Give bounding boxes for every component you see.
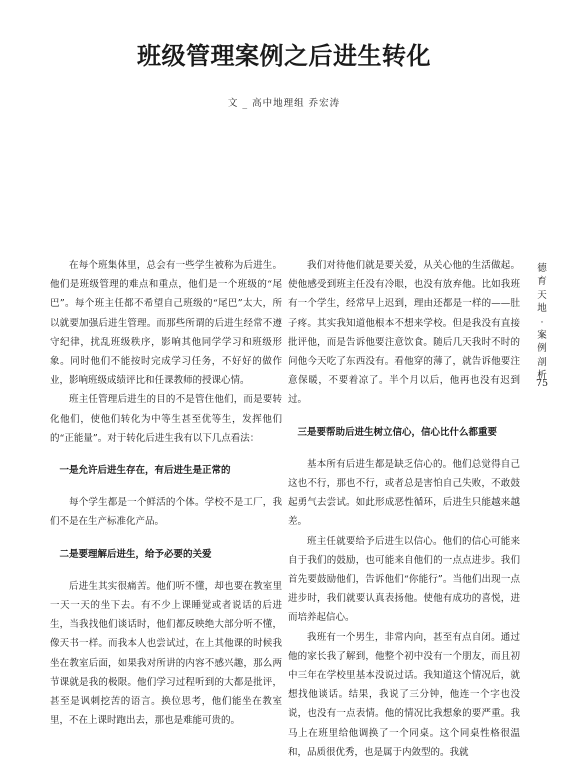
section-label-char: 地 — [537, 303, 547, 315]
page-number: 75 — [535, 378, 549, 389]
paragraph: 在每个班集体里，总会有一些学生被称为后进生。他们是班级管理的难点和重点，他们是一个班级的“尾巴”。每个班主任都不希望自己班级的“尾巴”太大，所以就要加强后进生管理。而那些所谓的后进生经常不遵守纪律，扰乱班级秩序，影响其他同学学习和班级形象。同时他们不能按时完成学习任务，不好好的做作业，影响班级成绩评比和任课教师的授课心情。 — [50, 260, 282, 387]
paragraph: 我们对待他们就是要关爱，从关心他的生活做起。使他感受到班主任没有冷眼，也没有放弃他。比如我班有一个学生，经常早上迟到，理由还都是一样的——肚子疼。其实我知道他根本不想来学校。但是我没有直接批评他，而是告诉他要注意饮食。随后几天我时不时的问他今天吃了东西没有。看他穿的薄了，就告诉他要注意保暖，不要着凉了。半个月以后，他再也没有迟到过。 — [288, 260, 520, 406]
paragraph: 我班有一个男生，非常内向，甚至有点自闭。通过他的家长我了解到，他整个初中没有一个朋友，而且初中三年在学校里基本没说过话。我知道这个情况后，就想找他谈话。结果，我说了三分钟，他连一个字也没说，也没有一点表情。他的情况比我想象的要严重。我马上在班里给他调换了一个同桌。这个同桌性格很温和，品质很优秀，也是属于内敛型的。我就 — [288, 631, 520, 758]
section-label-char: 育 — [537, 276, 547, 288]
section-heading: 二是要理解后进生，给予必要的关爱 — [59, 548, 212, 560]
section-label-char: · — [540, 316, 544, 328]
section-heading: 三是要帮助后进生树立信心，信心比什么都重要 — [297, 426, 498, 438]
section-label-char: 案 — [537, 330, 547, 342]
right-column — [288, 256, 520, 762]
section-label-vertical — [535, 262, 549, 383]
left-column — [50, 256, 282, 730]
paragraph: 每个学生都是一个鲜活的个体。学校不是工厂，我们不是在生产标准化产品。 — [50, 497, 282, 528]
section-heading: 一是允许后进生存在，有后进生是正常的 — [59, 465, 231, 477]
section-label-char: 德 — [537, 263, 547, 274]
paragraph: 后进生其实很痛苦。他们听不懂，却也要在教室里一天一天的坐下去。有不少上课睡觉或者说话的后进生，当我找他们谈话时，他们都反映绝大部分听不懂，像天书一样。而我本人也尝试过，在上其他课的时候我坐在教室后面，如果我对所讲的内容不感兴趣，那么两节课就是我的极限。他们学习过程听到的大都是批评，甚至是讽刺挖苦的语言。换位思考，他们能坐在教室里，不在上课时跑出去，那也是难能可贵的。 — [50, 580, 282, 727]
section-label-char: 例 — [537, 343, 547, 355]
article-byline: 文 _ 高中地理组 乔宏涛 — [227, 98, 341, 109]
paragraph: 基本所有后进生都是缺乏信心的。他们总觉得自己这也不行，那也不行，或者总是害怕自己失败，不敢鼓起勇气去尝试。如此形成恶性循环，后进生只能越来越差。 — [288, 458, 520, 528]
paragraph: 班主任管理后进生的目的不是管住他们，而是要转化他们，使他们转化为中等生甚至优等生，发挥他们的“正能量”。对于转化后进生我有以下几点看法： — [50, 394, 282, 444]
paragraph: 班主任就要给予后进生以信心。他们的信心可能来自于我们的鼓励，也可能来自他们的一点点进步。我们首先要鼓励他们，告诉他们“你能行”。当他们出现一点进步时，我们就要认真表扬他。使他有成功的喜悦，进而培养起信心。 — [288, 535, 520, 624]
article-title: 班级管理案例之后进生转化 — [137, 41, 431, 70]
section-label-char: 析 — [537, 370, 547, 382]
section-label-char: 剖 — [537, 356, 547, 368]
section-label-char: 天 — [537, 289, 547, 301]
